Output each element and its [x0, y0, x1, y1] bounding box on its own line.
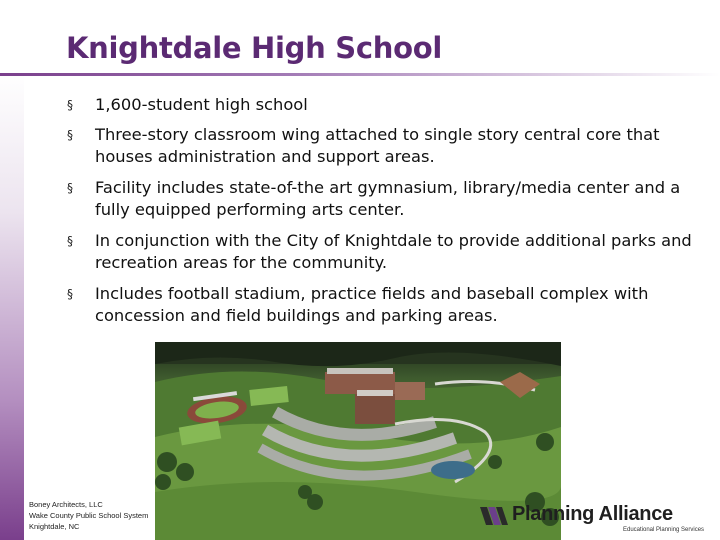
side-gradient-bar — [0, 72, 24, 540]
logo-name: Planning Alliance — [512, 503, 673, 525]
slide-title: Knightdale High School — [66, 31, 442, 65]
bullet-marker: § — [67, 128, 73, 142]
bullet-marker: § — [67, 287, 73, 301]
credit-architect: Boney Architects, LLC — [29, 500, 103, 509]
bullet-text: Facility includes state-of-the art gymnasium, library/media center and a fully equipped performing arts center. — [95, 178, 681, 219]
bullet-text: Includes football stadium, practice fields and baseball complex with concession and field buildings and parking areas. — [95, 284, 649, 325]
bullet-item — [64, 124, 714, 168]
bullet-text: In conjunction with the City of Knightdale to provide additional parks and recreation areas for the community. — [95, 231, 692, 272]
credit-client: Wake County Public School System — [29, 511, 149, 520]
project-credits — [29, 499, 148, 532]
bullet-marker: § — [67, 98, 73, 112]
bullet-list — [64, 94, 714, 327]
bullet-marker: § — [67, 181, 73, 195]
bullet-item — [64, 230, 714, 274]
bullet-marker: § — [67, 234, 73, 248]
bullet-item — [64, 177, 714, 221]
credit-location: Knightdale, NC — [29, 522, 80, 531]
bullet-item — [64, 283, 714, 327]
planning-alliance-mark-icon — [478, 503, 510, 529]
title-divider — [0, 73, 720, 76]
logo-tagline: Educational Planning Services — [623, 527, 705, 533]
bullet-item — [64, 94, 714, 116]
bullet-text: 1,600-student high school — [95, 95, 308, 114]
bullet-text: Three-story classroom wing attached to single story central core that houses administration and support areas. — [95, 125, 660, 166]
planning-alliance-logo — [478, 501, 708, 537]
